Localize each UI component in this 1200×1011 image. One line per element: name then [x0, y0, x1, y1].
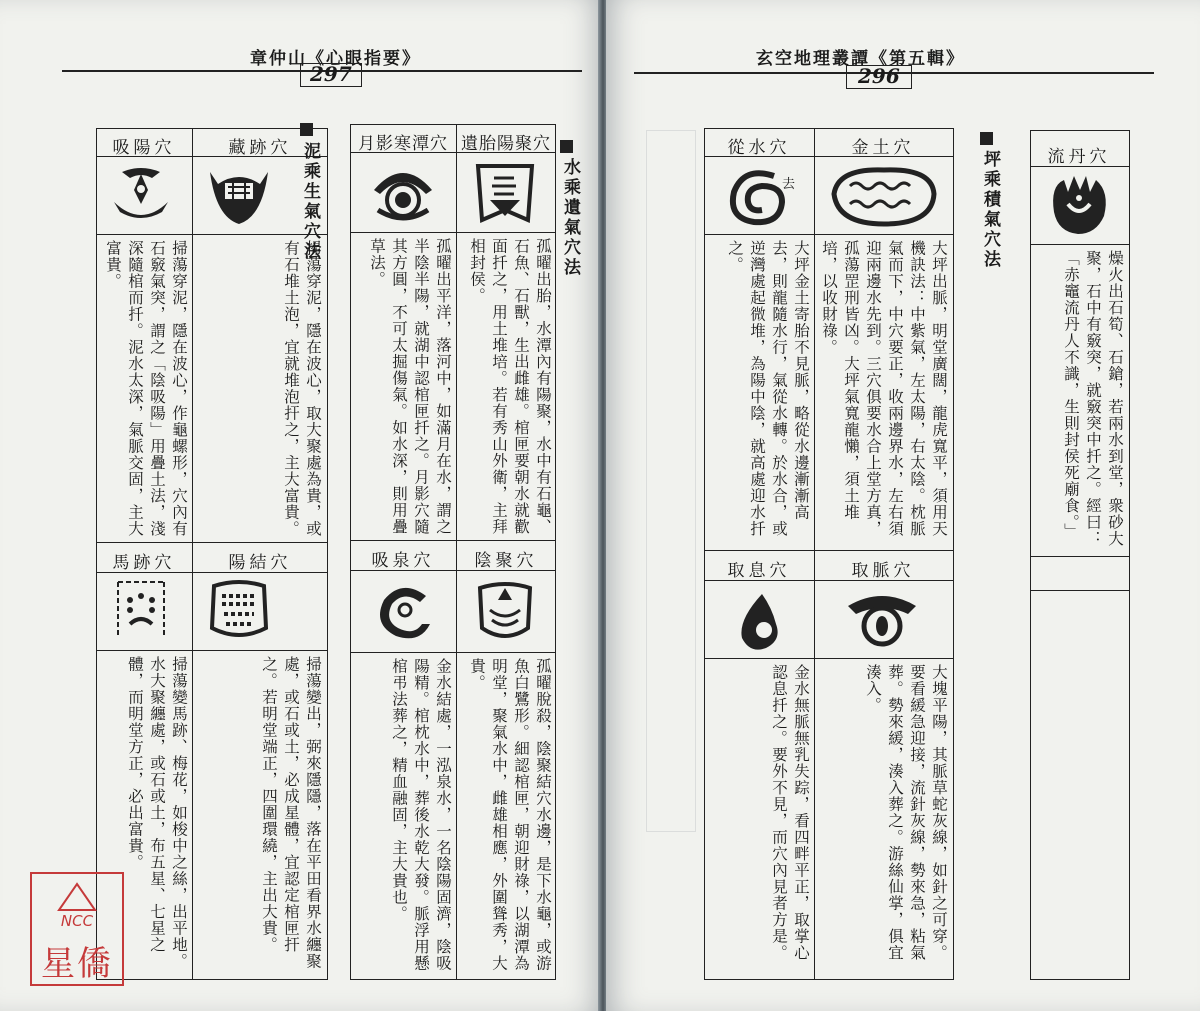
cell-text: 燥火出石筍、石鎗，若兩水到堂，衆砂大聚，石中有竅突，就竅突中扦之。經曰：「赤竈流丹人不識，生則封侯死廟食。」 [1062, 250, 1124, 547]
moon-shadow-symbol-icon [368, 160, 438, 228]
cell-text: 掃蕩變馬跡、梅花，如梭中之絲，出平地。水大聚纏處，或石或土，布五星、七星之體，而明堂方正，必出富貴。 [126, 656, 188, 970]
cell-heading: 穴脈取 [851, 561, 915, 581]
table-divider [704, 234, 954, 235]
right-page-header: 玄空地理叢譚《第五輯》 [756, 49, 965, 69]
table-divider [192, 128, 193, 980]
section-title: 泥乘生氣穴法 [300, 142, 320, 262]
cell-text: 大塊平陽，其脈草蛇灰線，如針之可穿。要看緩急迎接，流針灰線，勢來急，粘氣葬。勢來緩，湊入葬之。游絲仙掌，俱宜湊入。 [864, 664, 948, 961]
follow-water-symbol-icon [724, 164, 804, 230]
ncc-watermark-stamp [30, 872, 124, 986]
triangle-logo-icon [57, 882, 97, 912]
metal-earth-symbol-icon [828, 164, 940, 230]
table-divider [350, 540, 556, 541]
stamp-name: 星僑 [41, 944, 113, 984]
cell-heading: 穴丹流 [1047, 147, 1111, 167]
cell-heading: 穴跡藏 [228, 138, 292, 158]
table-divider [350, 652, 556, 653]
cell-text: 大坪金土寄胎不見脈，略從水邊漸漸高去，則龍隨水行，氣從水轉。於水合，或逆灣處起微堆，為陽中陰，就高處迎水扦之。 [726, 240, 810, 537]
table-divider [1030, 556, 1130, 557]
bleed-through [646, 130, 696, 832]
cell-heading: 穴跡馬 [112, 553, 176, 573]
take-breath-symbol-icon [732, 590, 792, 656]
section-title: 水乘遺氣穴法 [560, 158, 580, 278]
absorb-yang-symbol-icon [108, 162, 174, 230]
cell-heading: 穴聚陰 [474, 551, 538, 571]
cell-text: 金水結處，一泓泉水，一名陰陽固濟，陰吸陽精。棺枕水中，葬後水乾大發。脈浮用懸棺弔法葬之，精血融固，主大貴也。 [390, 658, 452, 972]
table-divider [350, 232, 556, 233]
table-divider [96, 234, 328, 235]
yang-womb-symbol-icon [472, 160, 538, 228]
cell-text: 孤曜出胎，水潭內有陽聚，水中有石龜、石魚、石獸，生出雌雄。棺匣要朝水就歡面扦之，用土堆培。若有秀山外衛，主拜相封侯。 [468, 238, 552, 535]
section-marker [300, 123, 313, 136]
hidden-trace-symbol-icon [206, 162, 272, 230]
cell-heading: 穴潭寒影月 [358, 134, 448, 154]
cell-text: 金水無脈無乳失踪，看四畔平正，取掌心認息扦之。要外不見，而穴內見者方是。 [770, 664, 810, 961]
right-page [606, 0, 1200, 1011]
take-pulse-symbol-icon [842, 590, 922, 654]
cell-text: 掃蕩變出，弼來隱隱，落在平田看界水纏聚處，或石或土，必成星體，宜認定棺匣扞之。若明堂端正，四圍環繞，主出大貴。 [260, 656, 322, 970]
yin-gather-symbol-icon [472, 578, 538, 648]
table-divider [1030, 244, 1130, 245]
cell-heading: 穴泉吸 [371, 551, 435, 571]
cell-heading: 穴水從 [727, 138, 791, 158]
svg-text:去: 去 [782, 176, 796, 191]
table-divider [96, 542, 328, 543]
flowing-cinnabar-symbol-icon [1046, 172, 1112, 238]
cell-text: 孤曜出平洋，落河中，如滿月在水，謂之半陰半陽，就湖中認棺匣扦之。月影穴隨其方圓，不可太掘傷氣。如水深，則用疊草法。 [368, 238, 452, 535]
section-title: 坪乘積氣穴法 [980, 150, 1000, 270]
table-divider [1030, 590, 1130, 591]
table-divider [96, 650, 328, 651]
cell-heading: 穴結陽 [228, 553, 292, 573]
cell-text: 掃蕩穿泥，隱在波心，作龜螺形，穴內有石竅氣突，謂之「陰吸陽」用疊土法，淺深隨棺而扦。泥水太深，氣脈交固，主大富貴。 [104, 240, 188, 537]
cell-heading: 穴土金 [851, 138, 915, 158]
stamp-latin: NCC [60, 912, 94, 930]
spring-absorb-symbol-icon [372, 580, 438, 646]
horse-trace-symbol-icon [108, 578, 174, 646]
yang-knot-symbol-icon [206, 578, 272, 646]
cell-text: 大坪出脈，明堂廣闊，龍虎寬平，須用天機訣法：中紫氣，左太陽，右太陰。枕脈氣而下，中穴要正，收兩邊界水，左右須迎兩邊水先到。三穴俱要水合上堂方真，孤蕩罡刑皆凶。大坪氣寬龍懶，須土堆培，以收財祿。 [820, 240, 948, 537]
left-page-number: 297 [310, 62, 352, 86]
section-marker [980, 132, 993, 145]
cell-heading: 穴息取 [727, 561, 791, 581]
right-page-number: 296 [858, 64, 900, 88]
cell-text: 孤曜脫殺，陰聚結穴水邊，是下水龜，或游魚白鷺形。細認棺匣，朝迎財祿，以湖潭為明堂，聚氣水中，雌雄相應，外圍聳秀，大貴。 [468, 658, 552, 972]
cell-text: 掃蕩穿泥，隱在波心，取大聚處為貴，或有石堆土泡，宜就堆泡扞之，主大富貴。 [282, 240, 322, 537]
section-marker [560, 140, 573, 153]
cell-heading: 穴陽吸 [112, 138, 176, 158]
table-divider [704, 658, 954, 659]
table-divider [704, 550, 954, 551]
cell-heading: 穴聚陽胎遺 [461, 134, 551, 154]
left-page-header: 章仲山《心眼指要》 [250, 49, 421, 69]
